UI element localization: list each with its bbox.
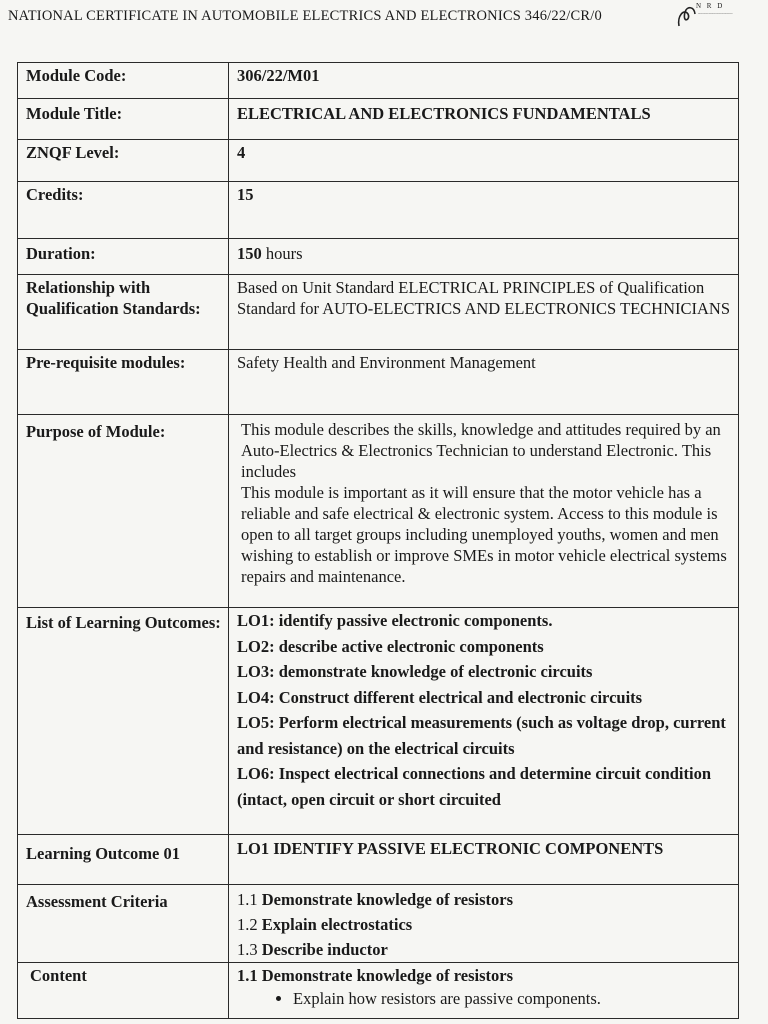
- learning-outcome-5: LO5: Perform electrical measurements (such as voltage drop, current and resistance) on the electrical circuits: [237, 713, 726, 758]
- row-learning-outcomes: [18, 608, 739, 835]
- content-heading: 1.1 Demonstrate knowledge of resistors: [237, 966, 514, 985]
- duration-unit: hours: [261, 244, 303, 263]
- row-relationship: [18, 275, 739, 350]
- row-purpose: [18, 415, 739, 608]
- label-learning-outcome-01: Learning Outcome 01: [18, 835, 229, 885]
- row-duration: [18, 239, 739, 275]
- value-learning-outcomes: [229, 608, 739, 835]
- document-header: NATIONAL CERTIFICATE IN AUTOMOBILE ELECTRICS AND ELECTRONICS 346/22/CR/0: [8, 8, 602, 24]
- learning-outcome-3: LO3: demonstrate knowledge of electronic circuits: [237, 662, 593, 681]
- module-table: [17, 62, 739, 1019]
- value-learning-outcome-01: LO1 IDENTIFY PASSIVE ELECTRONIC COMPONENTS: [229, 835, 739, 885]
- value-znqf-level: 4: [229, 140, 739, 182]
- logo-tagline: ~~~~~~~~~~~~~~~~: [698, 11, 733, 16]
- label-learning-outcomes: List of Learning Outcomes:: [18, 608, 229, 835]
- value-purpose: [229, 415, 739, 608]
- row-assessment-criteria: [18, 885, 739, 963]
- label-duration: Duration:: [18, 239, 229, 275]
- label-relationship: Relationship with Qualification Standards:: [18, 275, 229, 350]
- row-module-code: [18, 63, 739, 99]
- value-module-code: 306/22/M01: [229, 63, 739, 99]
- row-module-title: [18, 99, 739, 140]
- value-relationship: Based on Unit Standard ELECTRICAL PRINCIPLES of Qualification Standard for AUTO-ELECTRICS AND ELECTRONICS TECHNICIANS: [229, 275, 739, 350]
- logo-swirl-icon: [676, 4, 698, 30]
- purpose-paragraph-2: This module is important as it will ensure that the motor vehicle has a reliable and safe electrical & electronic system. Access to this module is open to all target groups including unemployed youths, women and men wishing to establish or improve SMEs in motor vehicle electrical systems repairs and maintenance.: [241, 483, 727, 586]
- value-duration: [229, 239, 739, 275]
- nrd-logo: [676, 2, 762, 30]
- label-purpose: Purpose of Module:: [18, 415, 229, 608]
- label-module-code: Module Code:: [18, 63, 229, 99]
- learning-outcome-6: LO6: Inspect electrical connections and determine circuit condition (intact, open circuit or short circuited: [237, 764, 712, 809]
- value-credits: 15: [229, 182, 739, 239]
- row-learning-outcome-01: [18, 835, 739, 885]
- row-credits: [18, 182, 739, 239]
- label-module-title: Module Title:: [18, 99, 229, 140]
- row-znqf-level: [18, 140, 739, 182]
- learning-outcome-2: LO2: describe active electronic components: [237, 636, 544, 656]
- label-content: Content: [18, 963, 229, 1019]
- logo-letters: N R D: [696, 2, 725, 10]
- criterion-1-3: 1.3 Describe inductor: [237, 940, 388, 959]
- value-prerequisites: Safety Health and Environment Management: [229, 350, 739, 415]
- row-prerequisites: [18, 350, 739, 415]
- value-assessment-criteria: [229, 885, 739, 963]
- row-content: [18, 963, 739, 1019]
- value-module-title: ELECTRICAL AND ELECTRONICS FUNDAMENTALS: [229, 99, 739, 140]
- label-credits: Credits:: [18, 182, 229, 239]
- label-znqf-level: ZNQF Level:: [18, 140, 229, 182]
- purpose-paragraph-1: This module describes the skills, knowledge and attitudes required by an Auto-Electrics & Electronics Technician to understand Electronic. This includes: [241, 420, 721, 481]
- learning-outcome-4: LO4: Construct different electrical and electronic circuits: [237, 687, 643, 707]
- duration-number: 150: [237, 244, 262, 263]
- criterion-1-1: 1.1 Demonstrate knowledge of resistors: [237, 890, 514, 909]
- criterion-1-2: 1.2 Explain electrostatics: [237, 915, 413, 934]
- content-bullet: • Explain how resistors are passive components.: [293, 988, 732, 1010]
- value-content: [229, 963, 739, 1019]
- label-assessment-criteria: Assessment Criteria: [18, 885, 229, 963]
- label-prerequisites: Pre-requisite modules:: [18, 350, 229, 415]
- content-bullet-list: [237, 988, 732, 1010]
- learning-outcome-1: LO1: identify passive electronic components.: [237, 611, 553, 630]
